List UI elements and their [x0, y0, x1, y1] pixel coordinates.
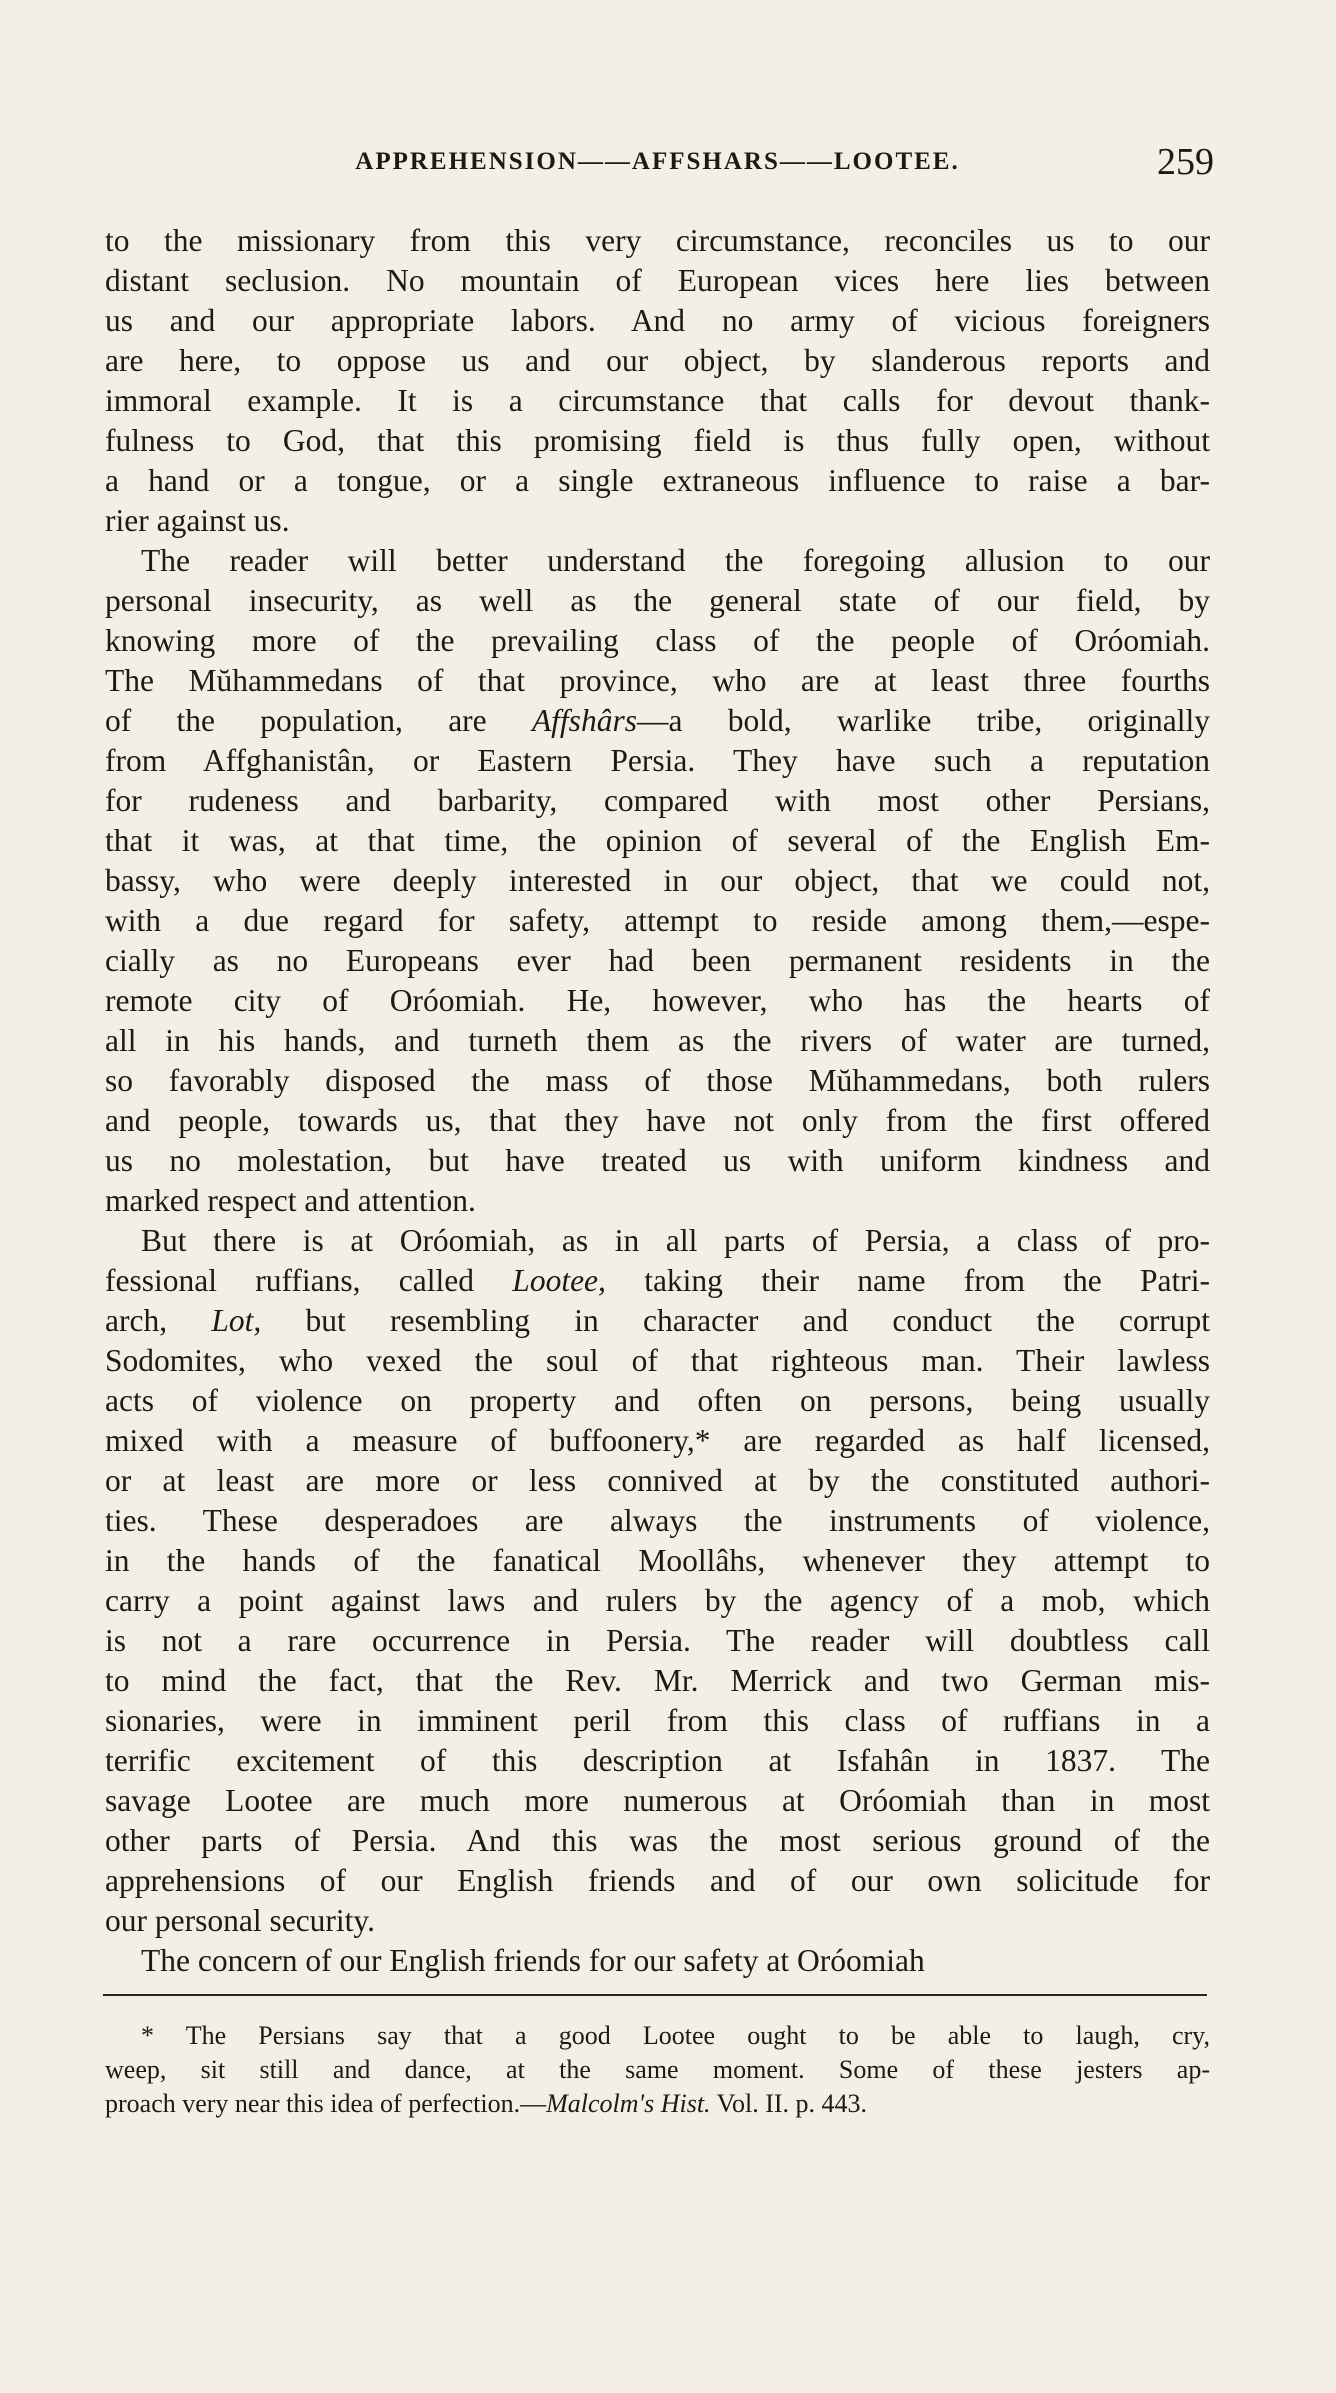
text-fragment: taking their name from the Patri- — [605, 1263, 1210, 1298]
text-line: carry a point against laws and rulers by the agency of a mob, which — [105, 1583, 1210, 1618]
text-line: marked respect and attention. — [105, 1183, 476, 1218]
text-line: distant seclusion. No mountain of European vices here lies between — [105, 263, 1210, 298]
text-line: fulness to God, that this promising field is thus fully open, without — [105, 423, 1210, 458]
text-line: are here, to oppose us and our object, by slanderous reports and — [105, 343, 1210, 378]
italic-term-lot: Lot, — [211, 1303, 262, 1338]
italic-term-lootee: Lootee, — [512, 1263, 606, 1298]
text-line: so favorably disposed the mass of those Mŭhammedans, both rulers — [105, 1063, 1210, 1098]
text-line: ties. These desperadoes are always the instruments of violence, — [105, 1503, 1210, 1538]
text-fragment: fessional ruffians, called — [105, 1263, 513, 1298]
text-line: acts of violence on property and often on persons, being usually — [105, 1383, 1210, 1418]
text-line: to mind the fact, that the Rev. Mr. Merrick and two German mis- — [105, 1663, 1210, 1698]
text-fragment: —a bold, warlike tribe, originally — [636, 703, 1210, 738]
text-line: knowing more of the prevailing class of the people of Oróomiah. — [105, 623, 1210, 658]
footnote — [105, 2019, 1210, 2121]
text-line: sionaries, were in imminent peril from this class of ruffians in a — [105, 1703, 1210, 1738]
text-line: cially as no Europeans ever had been permanent residents in the — [105, 943, 1210, 978]
text-line: for rudeness and barbarity, compared with most other Persians, — [105, 783, 1210, 818]
body-text — [105, 221, 1210, 1981]
text-line: in the hands of the fanatical Moollâhs, whenever they attempt to — [105, 1543, 1210, 1578]
text-line: personal insecurity, as well as the general state of our field, by — [105, 583, 1210, 618]
footnote-rule — [103, 1994, 1207, 1996]
running-title: APPREHENSION——AFFSHARS——LOOTEE. — [355, 148, 960, 175]
text-line: terrific excitement of this description at Isfahân in 1837. The — [105, 1743, 1210, 1778]
text-fragment: proach very near this idea of perfection.— — [105, 2089, 547, 2118]
text-line: Sodomites, who vexed the soul of that righteous man. Their lawless — [105, 1343, 1210, 1378]
text-fragment: but resembling in character and conduct the corrupt — [261, 1303, 1211, 1338]
text-line — [105, 701, 1210, 741]
text-line — [105, 1301, 1210, 1341]
text-line: with a due regard for safety, attempt to reside among them,—espe- — [105, 903, 1210, 938]
page-number: 259 — [1157, 141, 1214, 183]
footnote-line — [105, 2087, 1210, 2121]
text-line: and people, towards us, that they have not only from the first offered — [105, 1103, 1210, 1138]
text-fragment: of the population, are — [105, 703, 532, 738]
text-line: or at least are more or less connived at by the constituted authori- — [105, 1463, 1210, 1498]
text-line: all in his hands, and turneth them as the rivers of water are turned, — [105, 1023, 1210, 1058]
text-line: a hand or a tongue, or a single extraneous influence to raise a bar- — [105, 463, 1210, 498]
italic-term-affshars: Affshârs — [531, 703, 637, 738]
running-head — [105, 140, 1214, 190]
paragraph-start: The reader will better understand the foregoing allusion to our — [141, 543, 1210, 578]
footnote-line: weep, sit still and dance, at the same moment. Some of these jesters ap- — [105, 2055, 1210, 2084]
text-line: savage Lootee are much more numerous at Oróomiah than in most — [105, 1783, 1210, 1818]
text-line: is not a rare occurrence in Persia. The reader will doubtless call — [105, 1623, 1210, 1658]
text-line: The Mŭhammedans of that province, who are at least three fourths — [105, 663, 1210, 698]
text-line: us and our appropriate labors. And no army of vicious foreigners — [105, 303, 1210, 338]
text-line: other parts of Persia. And this was the most serious ground of the — [105, 1823, 1210, 1858]
paragraph-start: The concern of our English friends for our safety at Oróomiah — [141, 1943, 925, 1978]
text-fragment: arch, — [105, 1303, 212, 1338]
text-line: remote city of Oróomiah. He, however, who has the hearts of — [105, 983, 1210, 1018]
text-line: our personal security. — [105, 1903, 375, 1938]
text-line — [105, 1261, 1210, 1301]
text-fragment: Vol. II. p. 443. — [710, 2089, 868, 2118]
text-line: immoral example. It is a circumstance that calls for devout thank- — [105, 383, 1210, 418]
text-line: mixed with a measure of buffoonery,* are regarded as half licensed, — [105, 1423, 1210, 1458]
text-line: from Affghanistân, or Eastern Persia. They have such a reputation — [105, 743, 1210, 778]
text-line: to the missionary from this very circumstance, reconciles us to our — [105, 223, 1210, 258]
footnote-citation: Malcolm's Hist. — [546, 2089, 711, 2118]
text-line: rier against us. — [105, 503, 290, 538]
footnote-line: * The Persians say that a good Lootee ought to be able to laugh, cry, — [141, 2021, 1210, 2050]
text-line: us no molestation, but have treated us with uniform kindness and — [105, 1143, 1210, 1178]
text-line: apprehensions of our English friends and of our own solicitude for — [105, 1863, 1210, 1898]
text-line: that it was, at that time, the opinion of several of the English Em- — [105, 823, 1210, 858]
paragraph-start: But there is at Oróomiah, as in all parts of Persia, a class of pro- — [141, 1223, 1210, 1258]
text-line: bassy, who were deeply interested in our object, that we could not, — [105, 863, 1210, 898]
